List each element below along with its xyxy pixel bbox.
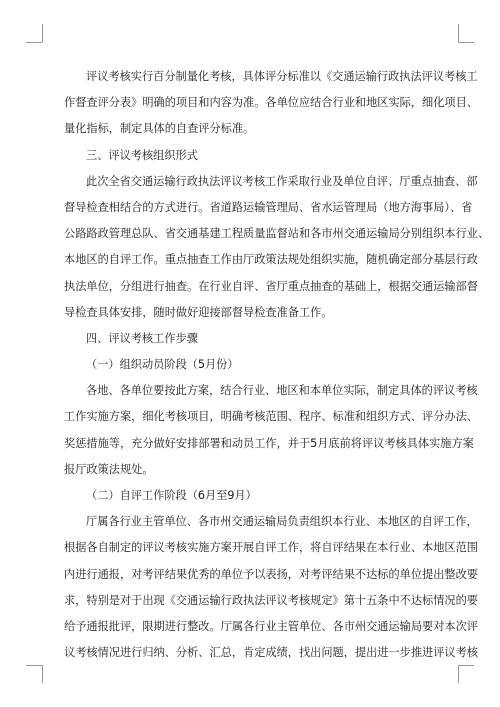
text-line: 求，特别是对于出现《交通运输行政执法评议考核规定》第十五条中不达标情况的要 — [64, 593, 478, 607]
crop-mark-top-right — [458, 42, 474, 43]
text-line: （二）自评工作阶段（6月至9月） — [86, 489, 257, 502]
text-line: 报厅政策法规处。 — [64, 462, 154, 476]
text-line: 三、评议考核组织形式 — [86, 148, 198, 162]
crop-mark-bottom-left — [26, 665, 42, 666]
text-line: 厅属各行业主管单位、各市州交通运输局负责组织本行业、本地区的自评工作， — [86, 515, 478, 529]
text-line: 议考核情况进行归纳、分析、汇总，肯定成绩，找出问题，提出进一步推进评议考核 — [64, 646, 478, 660]
text-line: 内进行通报，对考评结果优秀的单位予以表扬，对考评结果不达标的单位提出整改要 — [64, 567, 478, 581]
text-line: 给予通报批评，限期进行整改。厅属各行业主管单位、各市州交通运输局要对本次评 — [64, 619, 478, 633]
crop-mark-top-right — [458, 24, 459, 42]
crop-mark-top-left — [26, 42, 42, 43]
text-line: 根据各自制定的评议考核实施方案开展自评工作，将自评结果在本行业、本地区范围 — [64, 541, 478, 555]
crop-mark-bottom-right — [458, 665, 459, 683]
text-line: 工作实施方案，细化考核项目，明确考核范围、程序、标准和组织方式、评分办法、 — [64, 410, 478, 424]
text-line: （一）组织动员阶段（5月份） — [86, 358, 239, 372]
text-line: 督导检查相结合的方式进行。省道路运输管理局、省水运管理局（地方海事局）、省 — [64, 200, 473, 214]
text-line: 奖惩措施等，充分做好安排部署和动员工作，并于5月底前将评议考核具体实施方案 — [64, 436, 474, 450]
text-line: 执法单位，分组进行抽查。在行业自评、省厅重点抽查的基础上，根据交通运输部督 — [64, 279, 478, 293]
text-line: 本地区的自评工作。重点抽查工作由厅政策法规处组织实施，随机确定部分基层行政 — [64, 253, 478, 267]
text-line: 此次全省交通运输行政执法评议考核工作采取行业及单位自评、厅重点抽查、部 — [86, 174, 478, 188]
document-body — [64, 64, 490, 666]
text-line: 作督查评分表》明确的项目和内容为准。各单位应结合行业和地区实际，细化项目、 — [64, 96, 478, 110]
text-line: 导检查具体安排，随时做好迎接部督导检查准备工作。 — [64, 305, 333, 319]
text-line: 四、评议考核工作步骤 — [86, 331, 198, 345]
crop-mark-top-left — [42, 24, 43, 42]
crop-mark-bottom-left — [42, 665, 43, 683]
text-line: 公路路政管理总队、省交通基建工程质量监督站和各市州交通运输局分别组织本行业、 — [64, 227, 490, 241]
text-line: 评议考核实行百分制量化考核，具体评分标准以《交通运输行政执法评议考核工 — [86, 70, 478, 83]
text-line: 量化指标，制定具体的自查评分标准。 — [64, 122, 255, 136]
text-line: 各地、各单位要按此方案，结合行业、地区和本单位实际，制定具体的评议考核 — [86, 384, 478, 398]
crop-mark-bottom-right — [458, 665, 474, 666]
